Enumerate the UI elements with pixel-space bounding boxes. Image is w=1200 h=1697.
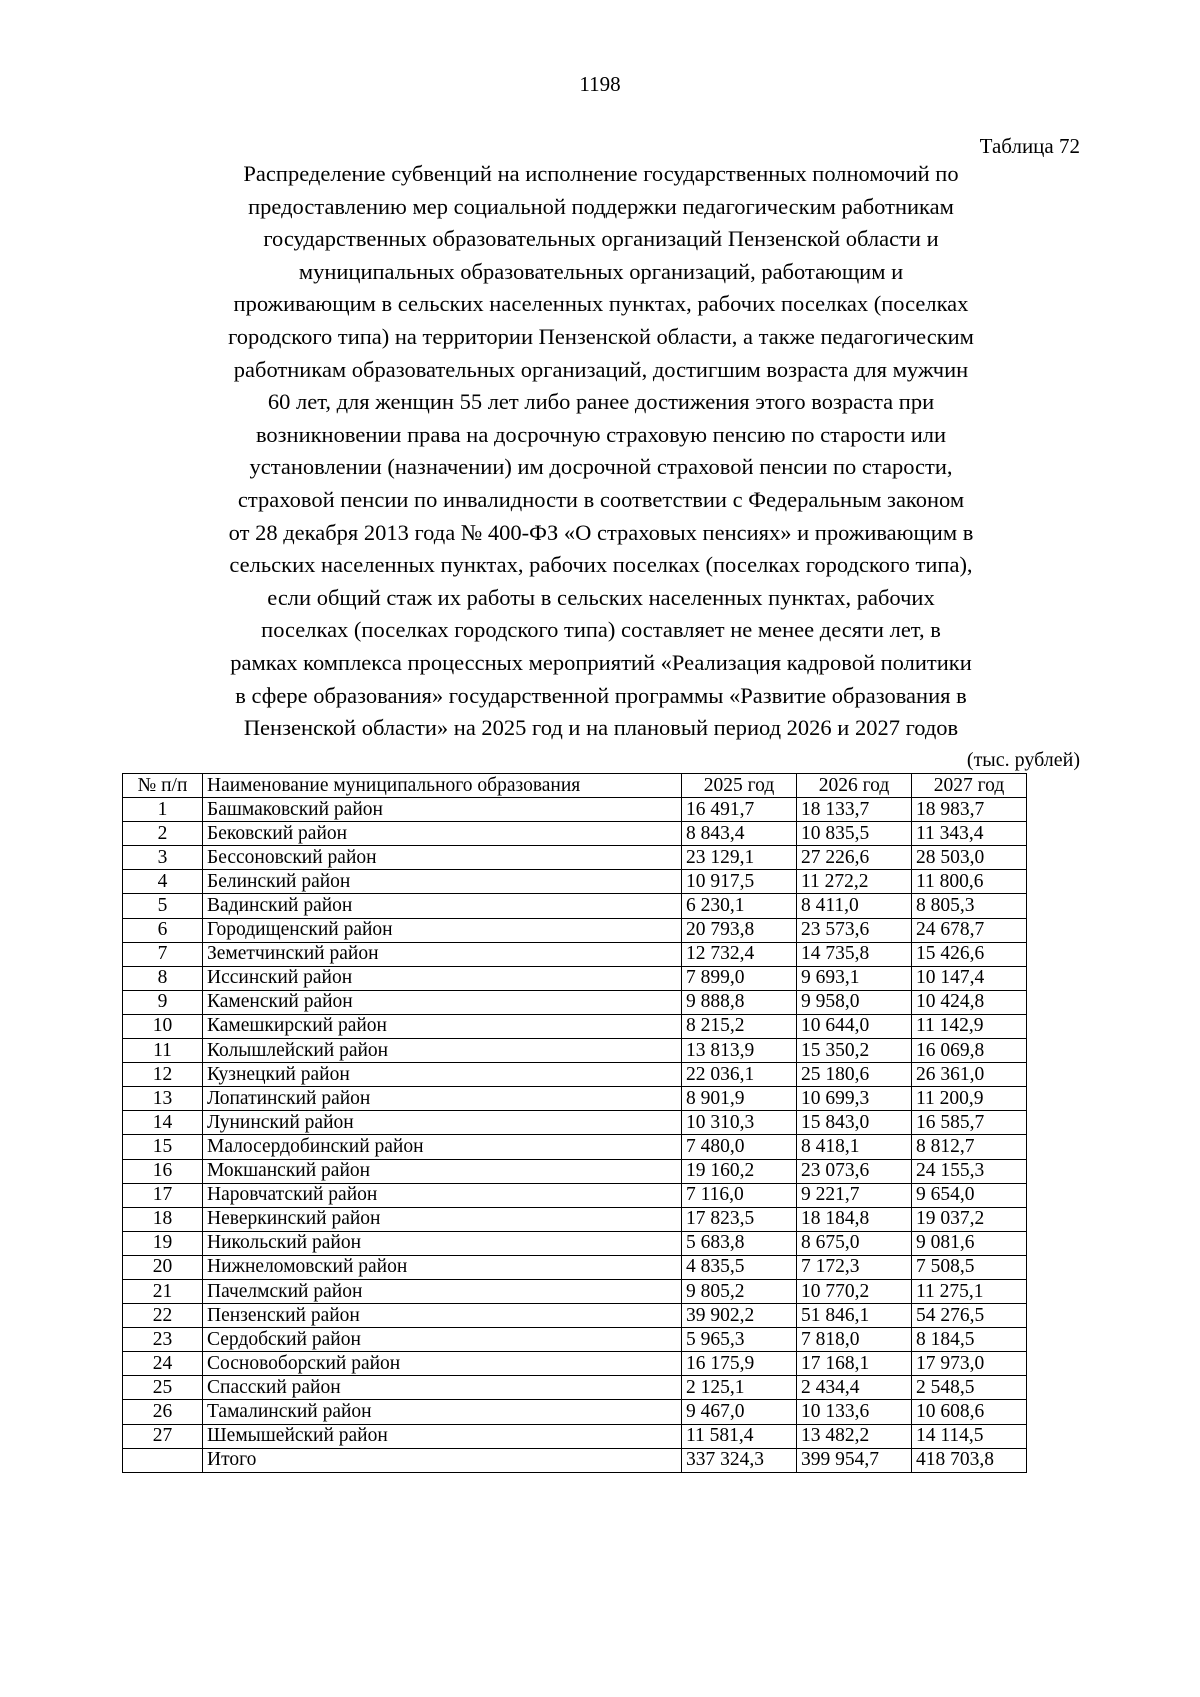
value-2027: 15 426,6 (912, 942, 1027, 966)
table-row (123, 1304, 1027, 1328)
value-2026: 27 226,6 (797, 846, 912, 870)
municipality-name: Сосновоборский район (203, 1352, 682, 1376)
table-label: Таблица 72 (979, 134, 1080, 158)
value-2027: 11 343,4 (912, 822, 1027, 846)
municipality-name: Белинский район (203, 870, 682, 894)
title-line: в сфере образования» государственной программы «Развитие образования в (235, 682, 967, 708)
municipality-name: Лопатинский район (203, 1087, 682, 1111)
value-2026: 10 133,6 (797, 1400, 912, 1424)
title-line: сельских населенных пунктах, рабочих поселках (поселках городского типа), (229, 552, 973, 578)
municipality-name: Нижнеломовский район (203, 1255, 682, 1279)
municipality-name: Наровчатский район (203, 1183, 682, 1207)
row-number: 26 (123, 1400, 203, 1424)
row-number: 6 (123, 918, 203, 942)
row-number: 4 (123, 870, 203, 894)
table-row (123, 1279, 1027, 1303)
title-line: если общий стаж их работы в сельских населенных пунктах, рабочих (267, 584, 935, 610)
table-row (123, 1207, 1027, 1231)
table-row (123, 1135, 1027, 1159)
document-title (118, 158, 1084, 745)
value-2025: 22 036,1 (682, 1063, 797, 1087)
value-2026: 15 843,0 (797, 1111, 912, 1135)
value-2026: 8 675,0 (797, 1231, 912, 1255)
table-row (123, 894, 1027, 918)
value-2025: 7 899,0 (682, 966, 797, 990)
row-number: 20 (123, 1255, 203, 1279)
municipality-name: Пачелмский район (203, 1279, 682, 1303)
value-2027: 11 800,6 (912, 870, 1027, 894)
municipality-name: Земетчинский район (203, 942, 682, 966)
value-2027: 8 184,5 (912, 1328, 1027, 1352)
value-2025: 9 888,8 (682, 990, 797, 1014)
municipality-name: Никольский район (203, 1231, 682, 1255)
title-line: страховой пенсии по инвалидности в соответствии с Федеральным законом (237, 486, 965, 512)
row-number: 12 (123, 1063, 203, 1087)
table-row (123, 918, 1027, 942)
value-2026: 18 184,8 (797, 1207, 912, 1231)
value-2026: 15 350,2 (797, 1039, 912, 1063)
municipality-name: Башмаковский район (203, 798, 682, 822)
value-2027: 16 069,8 (912, 1039, 1027, 1063)
header-municipality: Наименование муниципального образования (203, 774, 682, 798)
municipality-name: Каменский район (203, 990, 682, 1014)
value-2025: 16 175,9 (682, 1352, 797, 1376)
value-2025: 11 581,4 (682, 1424, 797, 1448)
value-2026: 18 133,7 (797, 798, 912, 822)
municipality-name: Камешкирский район (203, 1014, 682, 1038)
value-2027: 8 812,7 (912, 1135, 1027, 1159)
value-2026: 13 482,2 (797, 1424, 912, 1448)
header-2026: 2026 год (797, 774, 912, 798)
value-2025: 10 917,5 (682, 870, 797, 894)
value-2027: 11 142,9 (912, 1014, 1027, 1038)
title-line: 60 лет, для женщин 55 лет либо ранее достижения этого возраста при (267, 389, 935, 415)
row-number: 27 (123, 1424, 203, 1448)
value-2027: 54 276,5 (912, 1304, 1027, 1328)
total-number (123, 1448, 203, 1472)
title-line: установлении (назначении) им досрочной страховой пенсии по старости, (249, 454, 953, 480)
title-line: городского типа) на территории Пензенской области, а также педагогическим (228, 323, 974, 349)
table-row (123, 1014, 1027, 1038)
value-2025: 7 116,0 (682, 1183, 797, 1207)
value-2026: 10 644,0 (797, 1014, 912, 1038)
value-2027: 11 275,1 (912, 1279, 1027, 1303)
row-number: 15 (123, 1135, 203, 1159)
value-2026: 7 818,0 (797, 1328, 912, 1352)
municipality-name: Колышлейский район (203, 1039, 682, 1063)
municipality-name: Вадинский район (203, 894, 682, 918)
value-2027: 9 654,0 (912, 1183, 1027, 1207)
value-2027: 16 585,7 (912, 1111, 1027, 1135)
municipality-name: Бессоновский район (203, 846, 682, 870)
municipality-name: Городищенский район (203, 918, 682, 942)
value-2026: 9 958,0 (797, 990, 912, 1014)
table-row (123, 1159, 1027, 1183)
table-row (123, 966, 1027, 990)
municipality-name: Сердобский район (203, 1328, 682, 1352)
value-2026: 11 272,2 (797, 870, 912, 894)
value-2026: 17 168,1 (797, 1352, 912, 1376)
row-number: 9 (123, 990, 203, 1014)
table-header-row (123, 774, 1027, 798)
table-row (123, 990, 1027, 1014)
subsidy-table (122, 773, 1027, 1473)
value-2027: 2 548,5 (912, 1376, 1027, 1400)
table-row (123, 846, 1027, 870)
value-2025: 13 813,9 (682, 1039, 797, 1063)
total-label: Итого (203, 1448, 682, 1472)
title-line: государственных образовательных организаций Пензенской области и (263, 226, 939, 252)
table-row (123, 1183, 1027, 1207)
row-number: 3 (123, 846, 203, 870)
table-row (123, 1328, 1027, 1352)
value-2027: 10 424,8 (912, 990, 1027, 1014)
row-number: 24 (123, 1352, 203, 1376)
table-row (123, 1063, 1027, 1087)
value-2025: 9 467,0 (682, 1400, 797, 1424)
row-number: 2 (123, 822, 203, 846)
table-row (123, 1255, 1027, 1279)
header-2025: 2025 год (682, 774, 797, 798)
row-number: 22 (123, 1304, 203, 1328)
table-row (123, 870, 1027, 894)
value-2025: 23 129,1 (682, 846, 797, 870)
value-2026: 10 835,5 (797, 822, 912, 846)
value-2027: 17 973,0 (912, 1352, 1027, 1376)
value-2026: 23 073,6 (797, 1159, 912, 1183)
municipality-name: Мокшанский район (203, 1159, 682, 1183)
municipality-name: Неверкинский район (203, 1207, 682, 1231)
row-number: 21 (123, 1279, 203, 1303)
value-2026: 9 221,7 (797, 1183, 912, 1207)
value-2026: 9 693,1 (797, 966, 912, 990)
value-2026: 8 418,1 (797, 1135, 912, 1159)
table-row (123, 1231, 1027, 1255)
value-2027: 26 361,0 (912, 1063, 1027, 1087)
value-2026: 51 846,1 (797, 1304, 912, 1328)
row-number: 18 (123, 1207, 203, 1231)
table-row (123, 1376, 1027, 1400)
value-2027: 14 114,5 (912, 1424, 1027, 1448)
value-2025: 16 491,7 (682, 798, 797, 822)
value-2025: 8 901,9 (682, 1087, 797, 1111)
table-row (123, 798, 1027, 822)
title-line: работникам образовательных организаций, достигшим возраста для мужчин (233, 356, 969, 382)
total-2025: 337 324,3 (682, 1448, 797, 1472)
row-number: 8 (123, 966, 203, 990)
value-2026: 10 699,3 (797, 1087, 912, 1111)
municipality-name: Кузнецкий район (203, 1063, 682, 1087)
header-number: № п/п (123, 774, 203, 798)
value-2026: 7 172,3 (797, 1255, 912, 1279)
row-number: 5 (123, 894, 203, 918)
value-2027: 9 081,6 (912, 1231, 1027, 1255)
value-2027: 10 608,6 (912, 1400, 1027, 1424)
row-number: 10 (123, 1014, 203, 1038)
title-line: Распределение субвенций на исполнение государственных полномочий по (243, 161, 959, 186)
value-2025: 2 125,1 (682, 1376, 797, 1400)
value-2025: 12 732,4 (682, 942, 797, 966)
title-line: муниципальных образовательных организаций, работающим и (298, 258, 904, 284)
value-2026: 23 573,6 (797, 918, 912, 942)
value-2025: 8 843,4 (682, 822, 797, 846)
header-2027: 2027 год (912, 774, 1027, 798)
title-line: возникновении права на досрочную страховую пенсию по старости или (255, 421, 947, 447)
table-row (123, 822, 1027, 846)
value-2027: 28 503,0 (912, 846, 1027, 870)
value-2025: 20 793,8 (682, 918, 797, 942)
value-2027: 24 155,3 (912, 1159, 1027, 1183)
value-2025: 7 480,0 (682, 1135, 797, 1159)
municipality-name: Спасский район (203, 1376, 682, 1400)
title-line: от 28 декабря 2013 года № 400-ФЗ «О страховых пенсиях» и проживающим в (228, 519, 974, 545)
municipality-name: Шемышейский район (203, 1424, 682, 1448)
municipality-name: Малосердобинский район (203, 1135, 682, 1159)
value-2027: 19 037,2 (912, 1207, 1027, 1231)
municipality-name: Бековский район (203, 822, 682, 846)
municipality-name: Иссинский район (203, 966, 682, 990)
row-number: 14 (123, 1111, 203, 1135)
row-number: 11 (123, 1039, 203, 1063)
value-2025: 10 310,3 (682, 1111, 797, 1135)
table-row (123, 942, 1027, 966)
value-2027: 11 200,9 (912, 1087, 1027, 1111)
value-2025: 9 805,2 (682, 1279, 797, 1303)
value-2027: 10 147,4 (912, 966, 1027, 990)
value-2027: 8 805,3 (912, 894, 1027, 918)
municipality-name: Пензенский район (203, 1304, 682, 1328)
value-2027: 18 983,7 (912, 798, 1027, 822)
row-number: 17 (123, 1183, 203, 1207)
row-number: 23 (123, 1328, 203, 1352)
total-row (123, 1448, 1027, 1472)
table-row (123, 1039, 1027, 1063)
municipality-name: Лунинский район (203, 1111, 682, 1135)
value-2025: 39 902,2 (682, 1304, 797, 1328)
value-2026: 14 735,8 (797, 942, 912, 966)
value-2025: 5 965,3 (682, 1328, 797, 1352)
table-row (123, 1087, 1027, 1111)
value-2025: 8 215,2 (682, 1014, 797, 1038)
value-2027: 7 508,5 (912, 1255, 1027, 1279)
title-line: предоставлению мер социальной поддержки педагогическим работникам (248, 193, 954, 219)
total-2027: 418 703,8 (912, 1448, 1027, 1472)
row-number: 16 (123, 1159, 203, 1183)
table-row (123, 1111, 1027, 1135)
value-2025: 5 683,8 (682, 1231, 797, 1255)
value-2027: 24 678,7 (912, 918, 1027, 942)
municipality-name: Тамалинский район (203, 1400, 682, 1424)
value-2025: 19 160,2 (682, 1159, 797, 1183)
title-line: проживающим в сельских населенных пунктах, рабочих поселках (поселках (233, 291, 969, 317)
units-label: (тыс. рублей) (966, 749, 1080, 771)
value-2025: 6 230,1 (682, 894, 797, 918)
value-2025: 4 835,5 (682, 1255, 797, 1279)
value-2026: 2 434,4 (797, 1376, 912, 1400)
title-line: поселках (поселках городского типа) составляет не менее десяти лет, в (261, 617, 941, 643)
title-line: Пензенской области» на 2025 год и на плановый период 2026 и 2027 годов (243, 715, 959, 741)
table-row (123, 1424, 1027, 1448)
value-2026: 25 180,6 (797, 1063, 912, 1087)
table-row (123, 1352, 1027, 1376)
title-line: рамках комплекса процессных мероприятий «Реализация кадровой политики (230, 649, 972, 675)
row-number: 13 (123, 1087, 203, 1111)
table-row (123, 1400, 1027, 1424)
value-2026: 10 770,2 (797, 1279, 912, 1303)
row-number: 25 (123, 1376, 203, 1400)
total-2026: 399 954,7 (797, 1448, 912, 1472)
row-number: 7 (123, 942, 203, 966)
value-2025: 17 823,5 (682, 1207, 797, 1231)
row-number: 19 (123, 1231, 203, 1255)
value-2026: 8 411,0 (797, 894, 912, 918)
page-number: 1198 (579, 72, 621, 96)
row-number: 1 (123, 798, 203, 822)
